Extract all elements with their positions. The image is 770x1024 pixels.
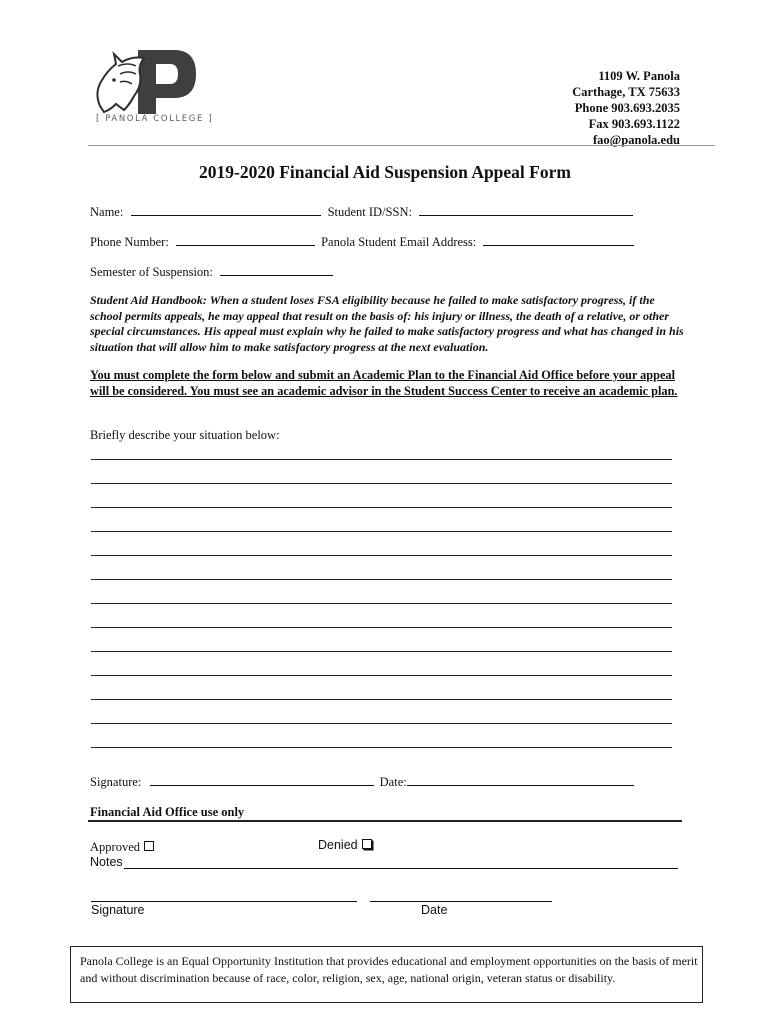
signature-field[interactable] [150, 774, 374, 786]
office-signature-field[interactable] [91, 901, 357, 902]
logo-letter-p [138, 50, 196, 114]
writing-line[interactable] [91, 675, 672, 676]
approved-checkbox[interactable] [144, 841, 154, 851]
writing-line[interactable] [91, 747, 672, 748]
notes-field[interactable] [124, 868, 678, 869]
office-signature-label: Signature [91, 903, 145, 917]
describe-situation-label: Briefly describe your situation below: [90, 428, 280, 442]
name-label: Name: [90, 205, 124, 219]
denied-checkbox[interactable] [362, 839, 372, 849]
writing-line[interactable] [91, 627, 672, 628]
writing-line[interactable] [91, 699, 672, 700]
student-id-field[interactable] [419, 204, 633, 216]
writing-line[interactable] [91, 603, 672, 604]
address-phone: Phone 903.693.2035 [574, 101, 680, 115]
address-email[interactable]: fao@panola.edu [593, 133, 680, 147]
student-id-label: Student ID/SSN: [327, 205, 412, 219]
address-fax: Fax 903.693.1122 [588, 117, 680, 131]
office-date-field[interactable] [370, 901, 552, 902]
semester-label: Semester of Suspension: [90, 265, 213, 279]
writing-line[interactable] [91, 531, 672, 532]
writing-line[interactable] [91, 651, 672, 652]
date-field[interactable] [407, 774, 634, 786]
denied-label: Denied [318, 838, 358, 852]
semester-field[interactable] [220, 264, 333, 276]
phone-row [90, 234, 634, 250]
notes-label: Notes [90, 855, 123, 869]
writing-line[interactable] [91, 459, 672, 460]
office-date-label: Date [421, 903, 448, 917]
handbook-paragraph: Student Aid Handbook: When a student loses FSA eligibility because he failed to make satisfactory progress, if the school permits appeals, he may appeal that result on the basis of: his injury or illness, the death of a relative, or other special circumstances. His appeal must explain why he failed to make satisfactory progress and what has changed in his situation that will allow him to make satisfactory progress at the next evaluation. [90, 293, 684, 354]
writing-line[interactable] [91, 555, 672, 556]
mustang-head [97, 54, 144, 112]
phone-label: Phone Number: [90, 235, 169, 249]
writing-line[interactable] [91, 579, 672, 580]
header-divider [88, 145, 715, 146]
equal-opportunity-statement: Panola College is an Equal Opportunity Institution that provides educational and employment opportunities on the basis of merit and without discrimination because of race, color, religion, sex, age, national origin, veteran status or disability. [80, 954, 698, 985]
logo-college-name: [ PANOLA COLLEGE ] [96, 114, 214, 124]
office-divider [88, 820, 682, 822]
email-label: Panola Student Email Address: [321, 235, 477, 249]
email-field[interactable] [483, 234, 634, 246]
writing-line[interactable] [91, 483, 672, 484]
date-label: Date: [379, 775, 407, 789]
name-field[interactable] [131, 204, 321, 216]
signature-row [90, 774, 634, 790]
writing-line[interactable] [91, 723, 672, 724]
office-use-heading: Financial Aid Office use only [90, 805, 245, 819]
address-street: 1109 W. Panola [598, 69, 680, 83]
contact-address-block [572, 68, 680, 148]
denied-option[interactable] [318, 838, 372, 852]
signature-label: Signature: [90, 775, 142, 789]
phone-field[interactable] [176, 234, 315, 246]
form-title: 2019-2020 Financial Aid Suspension Appeal Form [199, 162, 571, 182]
address-city: Carthage, TX 75633 [572, 85, 680, 99]
name-row [90, 204, 633, 220]
writing-line[interactable] [91, 507, 672, 508]
approved-option[interactable] [90, 838, 154, 856]
academic-plan-notice: You must complete the form below and submit an Academic Plan to the Financial Aid Office before your appeal will be considered. You must see an academic advisor in the Student Success Center to receive an academic plan. [90, 368, 678, 398]
semester-row [90, 264, 333, 280]
approved-label: Approved [90, 840, 140, 854]
